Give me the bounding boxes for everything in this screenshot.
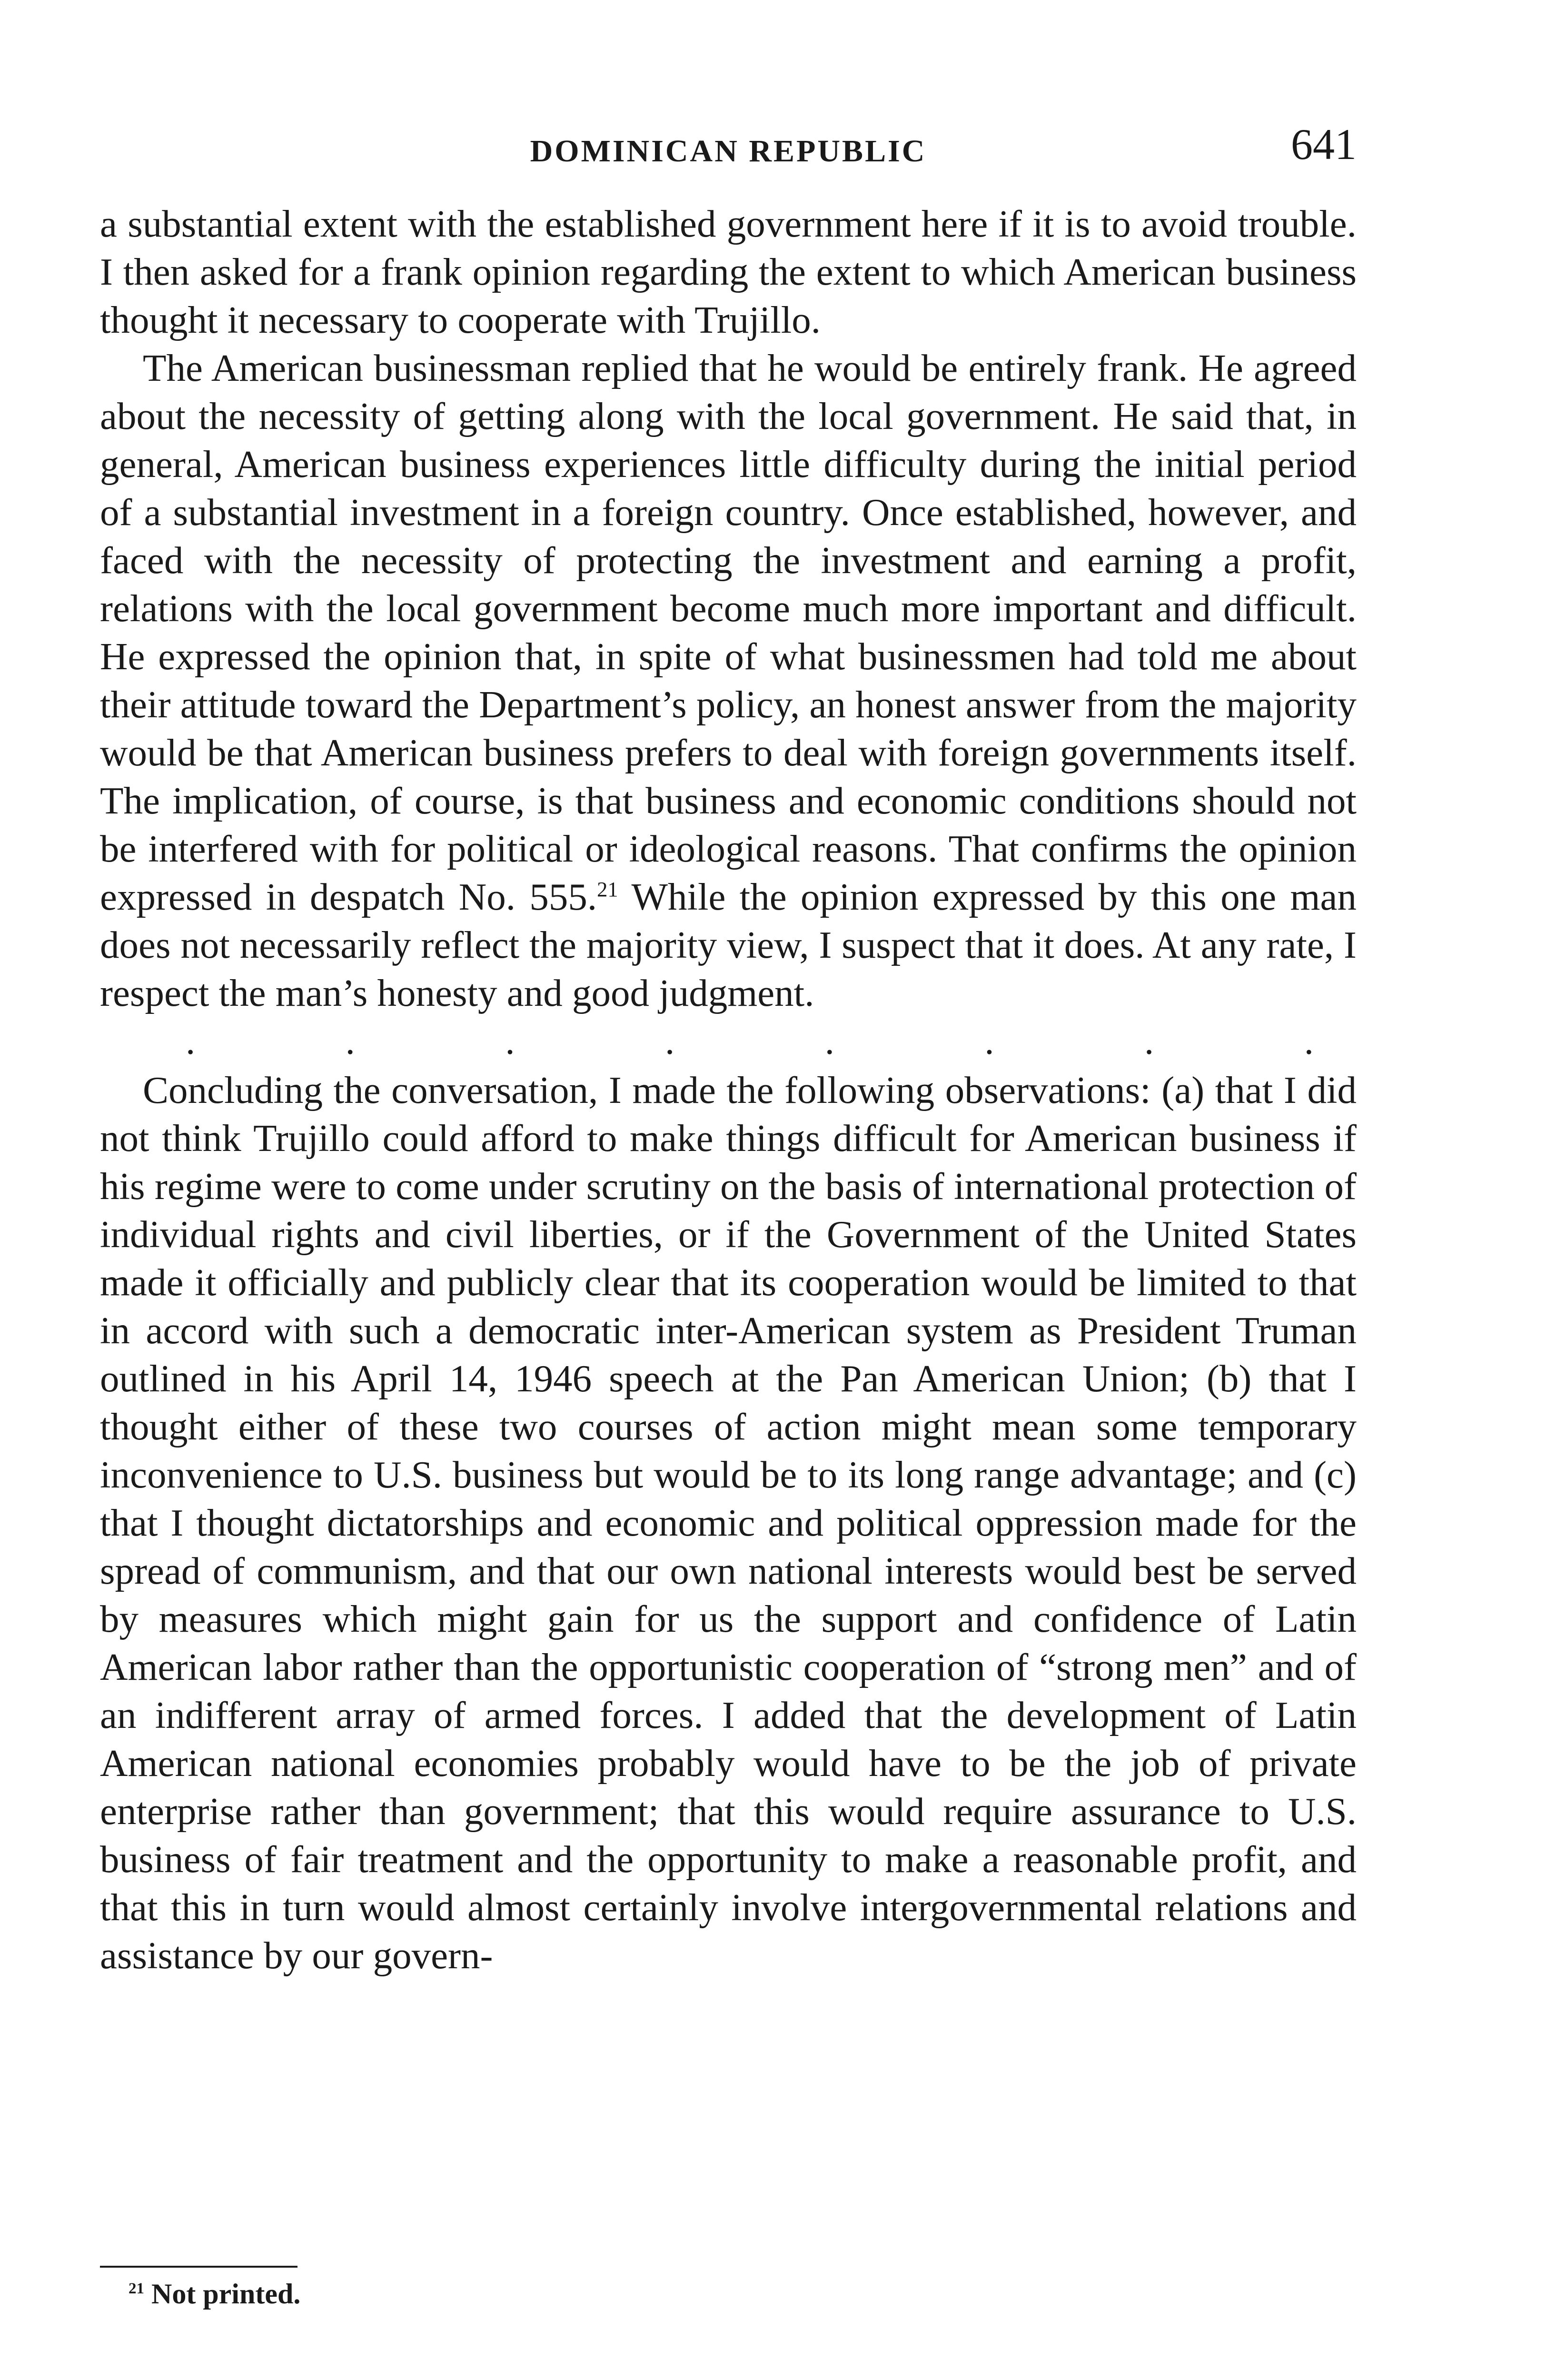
page-number: 641 <box>1291 120 1357 169</box>
ellipsis-dot: . <box>1304 1020 1314 1062</box>
ellipsis-dot: . <box>186 1020 196 1062</box>
paragraph-1: a substantial extent with the established government here if it is to avoid trouble. I then asked for a frank opinion regarding the extent to which American business thought it necessary to cooperate with Trujillo. <box>100 202 1357 341</box>
paragraph-3: Concluding the conversation, I made the following observations: (a) that I did not think Trujillo could afford to make things difficult for American business if his regime were to come under scrutiny on the basis of international protection of individual rights and civil liberties, or if the Government of the United States made it officially and publicly clear that its cooperation would be limited to that in accord with such a democratic inter-American system as President Truman outlined in his April 14, 1946 speech at the Pan American Union; (b) that I thought either of these two courses of action might mean some temporary inconvenience to U.S. business but would be to its long range advantage; and (c) that I thought dictatorships and economic and political oppression made for the spread of communism, and that our own national interests would best be served by measures which might gain for us the support and confidence of Latin American labor rather than the opportunistic cooperation of “strong men” and of an indifferent array of armed forces. I added that the development of Latin American national economies probably would have to be the job of private enterprise rather than government; that this would require assurance to U.S. business of fair treatment and the opportunity to make a reasonable profit, and that this in turn would almost certainly involve intergovernmental relations and assistance by our govern- <box>100 1069 1357 1977</box>
footnote-text: Not printed. <box>144 2278 301 2310</box>
ellipsis-dot: . <box>1144 1020 1154 1062</box>
ellipsis-dot: . <box>984 1020 994 1062</box>
paragraph-2-text-b: While the opinion expressed by this one man does not necessarily reflect the majority view, I suspect that it does. At any rate, I respect the man’s honesty and good judgment. <box>100 875 1357 1014</box>
page-header <box>100 119 1357 171</box>
ellipsis-dot: . <box>505 1020 515 1062</box>
body-text <box>100 200 1357 1980</box>
paragraph-2 <box>100 344 1357 1017</box>
footnote-divider <box>100 2266 297 2268</box>
ellipsis-dot: . <box>824 1020 834 1062</box>
footnote <box>129 2278 300 2311</box>
paragraph-2-text-a: The American businessman replied that he would be entirely frank. He agreed about the necessity of getting along with the local government. He said that, in general, American business experiences little difficulty during the initial period of a substantial investment in a foreign country. Once established, however, and faced with the necessity of protecting the investment and earning a profit, relations with the local government become much more important and difficult. He expressed the opinion that, in spite of what businessmen had told me about their attitude toward the Department’s policy, an honest answer from the majority would be that American business prefers to deal with foreign governments itself. The implication, of course, is that business and economic conditions should not be interfered with for political or ideological reasons. That confirms the opinion expressed in despatch No. 555. <box>100 347 1357 918</box>
footnote-reference: 21 <box>597 877 618 901</box>
running-head: DOMINICAN REPUBLIC <box>530 134 927 169</box>
ellipsis-row <box>100 1017 1357 1065</box>
ellipsis-dot: . <box>345 1020 355 1062</box>
footnote-marker: 21 <box>129 2280 144 2297</box>
ellipsis-dot: . <box>665 1020 675 1062</box>
